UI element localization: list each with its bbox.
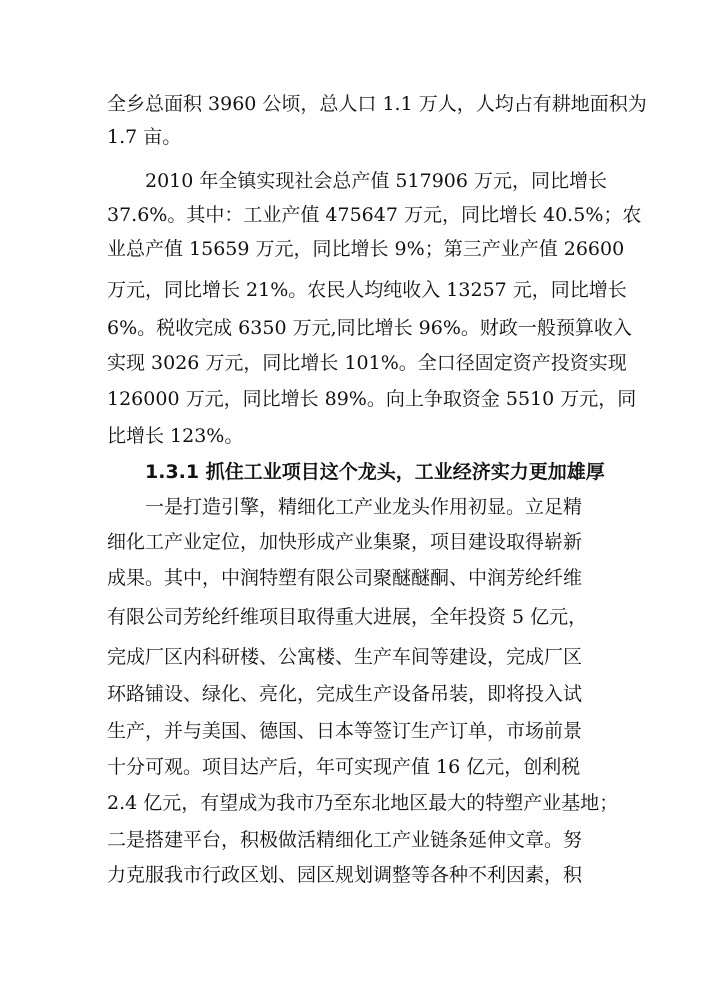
line-text: 有限公司芳纶纤维项目取得重大进展，全年投资 5 亿元，: [107, 606, 588, 628]
line-text: 6%。税收完成 6350 万元,同比增长 96%。财政一般预算收入: [107, 317, 632, 339]
line-text: 生产，并与美国、德国、日本等签订生产订单，市场前景: [107, 720, 583, 742]
line-text: 完成厂区内科研楼、公寓楼、生产车间等建设，完成厂区: [107, 646, 583, 668]
line-text: 1.7 亩。: [107, 126, 182, 148]
line-text: 业总产值 15659 万元，同比增长 9%；第三产业产值 26600: [107, 238, 625, 260]
line-text: 实现 3026 万元，同比增长 101%。全口径固定资产投资实现: [107, 352, 627, 374]
line-text: 2010 年全镇实现社会总产值 517906 万元，同比增长: [145, 170, 608, 192]
line-text: 成果。其中，中润特塑有限公司聚醚醚酮、中润芳纶纤维: [107, 567, 583, 589]
line-text: 2.4 亿元，有望成为我市乃至东北地区最大的特塑产业基地；: [107, 792, 619, 814]
heading-text: 1.3.1 抓住工业项目这个龙头，工业经济实力更加雄厚: [145, 461, 605, 483]
line-text: 环路铺设、绿化、亮化，完成生产设备吊装，即将投入试: [107, 683, 583, 705]
line-text: 万元，同比增长 21%。农民人均纯收入 13257 元，同比增长: [107, 279, 627, 301]
line-text: 十分可观。项目达产后，年可实现产值 16 亿元，创利税: [107, 756, 581, 778]
line-text: 一是打造引擎，精细化工产业龙头作用初显。立足精: [145, 496, 583, 518]
line-text: 比增长 123%。: [107, 425, 244, 447]
line-text: 二是搭建平台，积极做活精细化工产业链条延伸文章。努: [107, 829, 583, 851]
line-text: 细化工产业定位，加快形成产业集聚，项目建设取得崭新: [107, 531, 583, 553]
line-text: 全乡总面积 3960 公顷，总人口 1.1 万人，人均占有耕地面积为: [107, 93, 647, 115]
line-text: 力克服我市行政区划、园区规划调整等各种不利因素，积: [107, 864, 583, 886]
line-text: 126000 万元，同比增长 89%。向上争取资金 5510 万元，同: [107, 388, 637, 410]
line-text: 37.6%。其中：工业产值 475647 万元，同比增长 40.5%；农: [107, 204, 642, 226]
